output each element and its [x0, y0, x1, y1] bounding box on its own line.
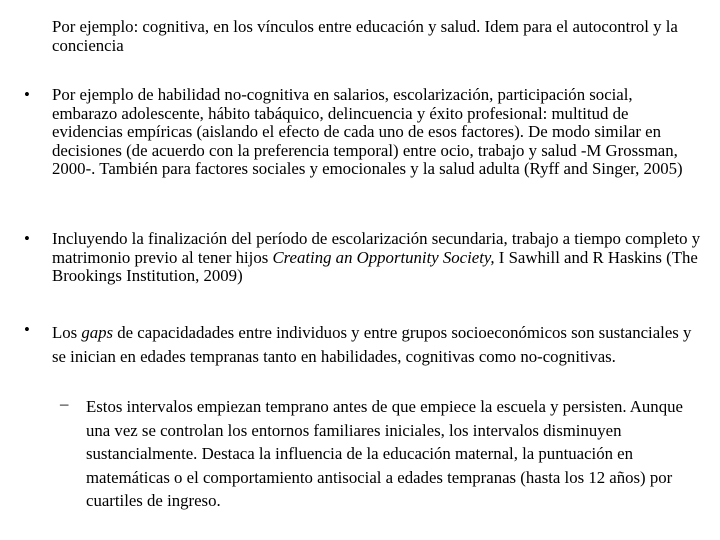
- citation-text: I Sawhill and R Haskins (The Brookings Institution, 2009): [52, 247, 698, 285]
- gaps-italic-word: gaps: [81, 323, 114, 342]
- dash-marker: –: [60, 394, 69, 413]
- sub-bullet-intervals-paragraph: Estos intervalos empiezan temprano antes de que empiece la escuela y persisten. Aunque una vez se controlan los entornos familiares iniciales, los intervalos disminuyen sustancialmente. Destaca la influencia de la educación maternal, la puntuación en matemáticas o el comportamiento antisocial a edades tempranas (hasta los 12 años) por cuartiles de ingreso.: [86, 397, 683, 510]
- bullet-marker: •: [24, 229, 30, 248]
- gaps-lead-text: Los: [52, 323, 82, 342]
- bullet-marker: •: [24, 85, 30, 104]
- intro-paragraph: Por ejemplo: cognitiva, en los vínculos entre educación y salud. Idem para el autocontrol y la conciencia: [52, 17, 678, 55]
- bullet-gaps-paragraph: [52, 321, 702, 368]
- gaps-body-text: de capacidadades entre individuos y entre grupos socioeconómicos son sustanciales y se inician en edades tempranas tanto en habilidades, cognitivas como no-cognitivas.: [52, 323, 692, 366]
- schooling-text: Incluyendo la finalización del período de escolarización secundaria, trabajo a tiempo completo y matrimonio previo al tener hijos: [52, 229, 701, 267]
- bullet-marker: •: [24, 320, 30, 339]
- bullet-schooling-paragraph: [52, 230, 702, 286]
- bullet-noncognitive-paragraph: Por ejemplo de habilidad no-cognitiva en salarios, escolarización, participación social, embarazo adolescente, hábito tabáquico, delincuencia y éxito profesional: multitud de evidencias empíricas (aislando el efecto de cada uno de esos factores). De modo similar en decisiones (de acuerdo con la preferencia temporal) entre ocio, trabajo y salud -M Grossman, 2000-. También para factores sociales y emocionales y la salud adulta (Ryff and Singer, 2005): [52, 85, 683, 178]
- book-title: Creating an Opportunity Society,: [272, 247, 495, 267]
